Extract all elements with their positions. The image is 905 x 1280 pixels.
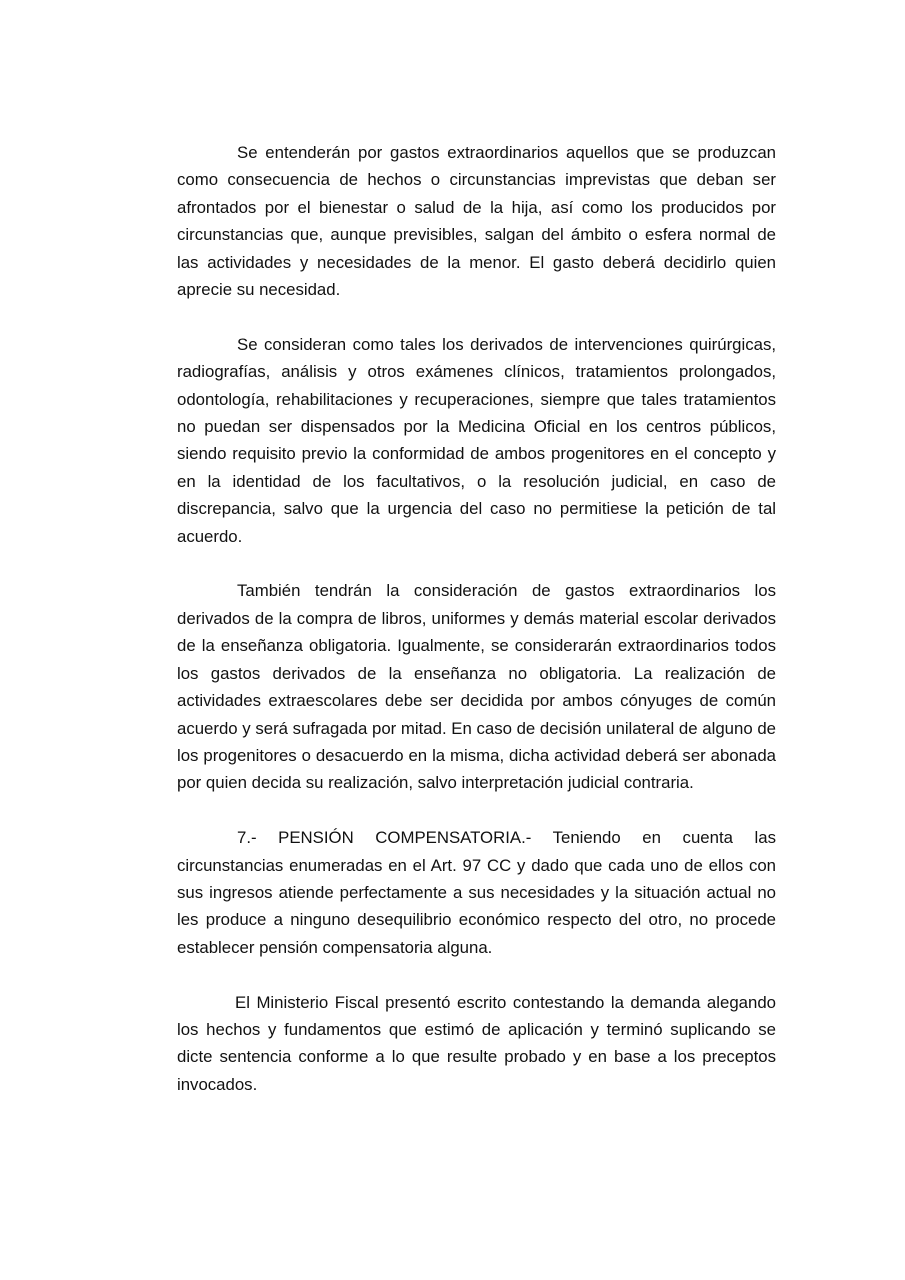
paragraph-gastos-escolares: También tendrán la consideración de gastos extraordinarios los derivados de la compra de libros, uniformes y demás material escolar derivados de la enseñanza obligatoria. Igualmente, se considerarán extraordinarios todos los gastos derivados de la enseñanza no obligatoria. La realización de actividades extraescolares debe ser decidida por ambos cónyuges de común acuerdo y será sufragada por mitad. En caso de decisión unilateral de alguno de los progenitores o desacuerdo en la misma, dicha actividad deberá ser abonada por quien decida su realización, salvo interpretación judicial contraria. xyxy=(177,581,776,793)
document-body xyxy=(177,139,776,1098)
paragraph-gastos-extraordinarios: Se entenderán por gastos extraordinarios aquellos que se produzcan como consecuencia de hechos o circunstancias imprevistas que deban ser afrontados por el bienestar o salud de la hija, así como los producidos por circunstancias que, aunque previsibles, salgan del ámbito o esfera normal de las actividades y necesidades de la menor. El gasto deberá decidirlo quien aprecie su necesidad. xyxy=(177,143,776,300)
paragraph-ministerio-fiscal: El Ministerio Fiscal presentó escrito contestando la demanda alegando los hechos y fundamentos que estimó de aplicación y terminó suplicando se dicte sentencia conforme a lo que resulte probado y en base a los preceptos invocados. xyxy=(177,992,776,1094)
paragraph-intervenciones-medicas: Se consideran como tales los derivados de intervenciones quirúrgicas, radiografías, análisis y otros exámenes clínicos, tratamientos prolongados, odontología, rehabilitaciones y recuperaciones, siempre que tales tratamientos no puedan ser dispensados por la Medicina Oficial en los centros públicos, siendo requisito previo la conformidad de ambos progenitores en el concepto y en la identidad de los facultativos, o la resolución judicial, en caso de discrepancia, salvo que la urgencia del caso no permitiese la petición de tal acuerdo. xyxy=(177,334,776,546)
paragraph-pension-compensatoria: 7.- PENSIÓN COMPENSATORIA.- Teniendo en cuenta las circunstancias enumeradas en el Art. 97 CC y dado que cada uno de ellos con sus ingresos atiende perfectamente a sus necesidades y la situación actual no les produce a ninguno desequilibrio económico respecto del otro, no procede establecer pensión compensatoria alguna. xyxy=(177,828,776,957)
